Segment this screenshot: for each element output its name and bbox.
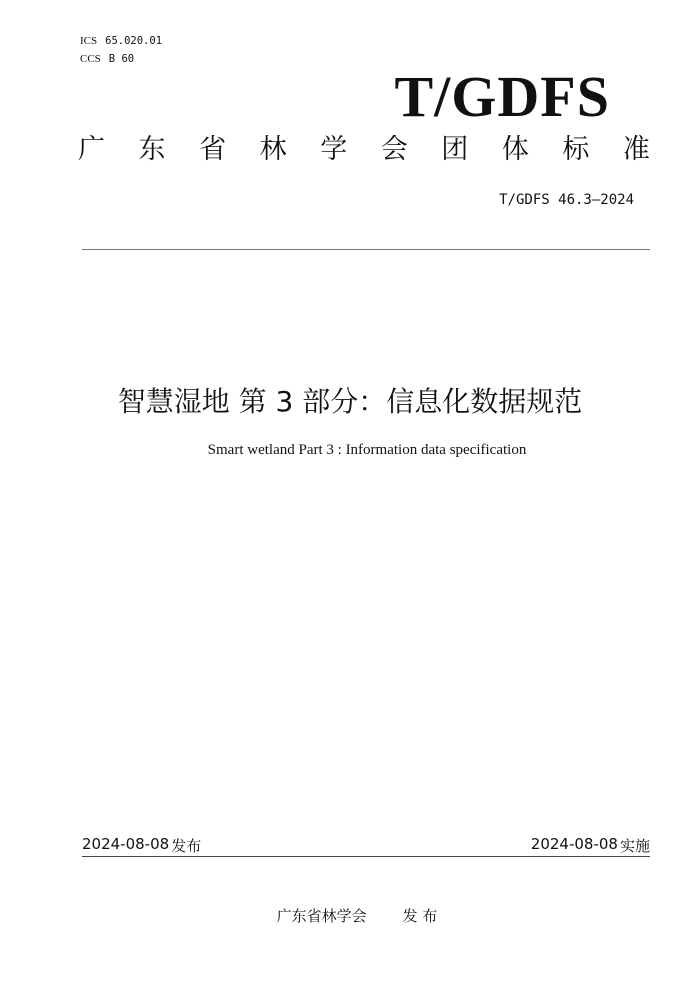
org-char: 林 (259, 134, 287, 165)
org-char: 学 (320, 134, 348, 165)
standard-number: T/GDFS 46.3—2024 (499, 192, 634, 208)
bottom-divider (82, 856, 650, 857)
issue-action: 发 布 (402, 907, 438, 925)
org-char: 省 (199, 134, 227, 165)
implement-date: 2024-08-08 (530, 835, 618, 853)
ics-label: ICS (80, 35, 98, 47)
org-char: 会 (380, 134, 408, 165)
org-char: 准 (622, 134, 650, 165)
implement-date-block (531, 835, 650, 856)
issuer-name: 广东省林学会 (276, 907, 367, 925)
org-char: 广 (78, 134, 105, 165)
org-char: 体 (501, 134, 529, 165)
classification-codes (80, 32, 162, 68)
organization-standard-title (78, 136, 650, 163)
ics-code (80, 32, 162, 50)
ics-value: 65.020.01 (105, 35, 163, 47)
document-title-english: Smart wetland Part 3 : Information data specification (207, 442, 527, 458)
org-char: 团 (441, 134, 469, 165)
document-title-chinese: 智慧湿地 第 3 部分：信息化数据规范 (117, 385, 583, 418)
issuer-footer (0, 905, 700, 926)
top-divider (82, 249, 650, 250)
ccs-code (80, 50, 162, 68)
standard-brand-code: T/GDFS (394, 64, 610, 129)
org-char: 东 (138, 134, 166, 165)
publish-label: 发布 (171, 837, 202, 855)
implement-label: 实施 (619, 837, 650, 855)
publish-date: 2024-08-08 (82, 835, 170, 853)
publish-date-block (82, 835, 201, 856)
ccs-value: B 60 (108, 53, 135, 65)
date-row (82, 835, 650, 856)
ccs-label: CCS (80, 53, 101, 65)
org-char: 标 (562, 134, 590, 165)
